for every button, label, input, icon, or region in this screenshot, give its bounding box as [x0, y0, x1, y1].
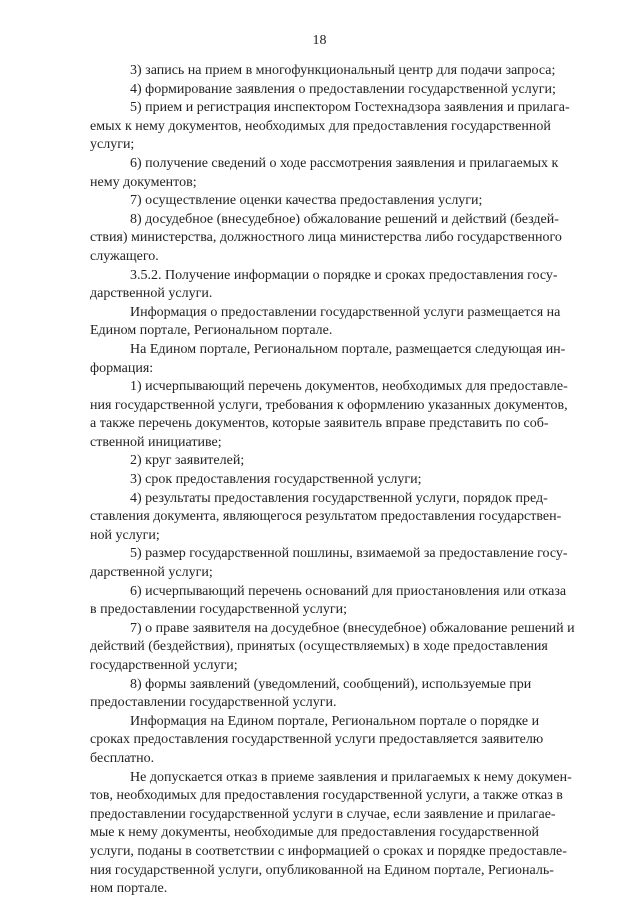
text-line: предоставлении государственной услуги в случае, если заявление и прилагае-: [90, 806, 556, 822]
text-line: 4) результаты предоставления государственной услуги, порядок пред-: [130, 490, 548, 506]
text-line: а также перечень документов, которые заявитель вправе представить по соб-: [90, 416, 549, 432]
text-line: 3) запись на прием в многофункциональный центр для подачи запроса;: [130, 63, 556, 78]
text-line: тов, необходимых для предоставления государственной услуги, а также отказ в: [90, 788, 563, 804]
text-line: 3) срок предоставления государственной услуги;: [130, 472, 422, 488]
text-line: формация:: [90, 360, 154, 376]
text-line: мые к нему документы, необходимые для предоставления государственной: [90, 825, 540, 841]
text-line: 2) круг заявителей;: [130, 453, 245, 469]
text-line: ния государственной услуги, требования к оформлению указанных документов,: [90, 397, 568, 413]
text-line: емых к нему документов, необходимых для предоставления государственной: [90, 118, 551, 134]
text-line: дарственной услуги;: [90, 565, 213, 581]
text-line: 8) досудебное (внесудебное) обжалование решений и действий (бездей-: [130, 211, 559, 227]
text-line: услуги, поданы в соответствии с информацией о сроках и порядке предоставле-: [90, 843, 567, 859]
text-line: услуги;: [90, 137, 135, 153]
text-line: Не допускается отказ в приеме заявления и прилагаемых к нему докумен-: [130, 769, 572, 785]
text-line: ной услуги;: [90, 527, 160, 543]
text-line: ния государственной услуги, опубликованной на Едином портале, Региональ-: [90, 862, 554, 878]
text-line: в предоставлении государственной услуги;: [90, 602, 348, 618]
page-number: 18: [312, 33, 327, 48]
text-line: государственной услуги;: [90, 658, 238, 673]
text-line: служащего.: [90, 248, 159, 264]
text-line: Едином портале, Региональном портале.: [90, 323, 333, 339]
text-line: 7) осуществление оценки качества предоставления услуги;: [130, 193, 483, 209]
text-line: На Едином портале, Региональном портале, размещается следующая ин-: [130, 341, 566, 357]
text-line: бесплатно.: [90, 750, 155, 766]
text-line: предоставлении государственной услуги.: [90, 695, 337, 711]
text-line: дарственной услуги.: [90, 286, 213, 302]
text-line: 1) исчерпывающий перечень документов, необходимых для предоставле-: [130, 379, 568, 395]
text-line: сроках предоставления государственной услуги предоставляется заявителю: [90, 732, 544, 748]
text-line: ственной инициативе;: [90, 434, 222, 450]
text-line: 6) исчерпывающий перечень оснований для приостановления или отказа: [130, 583, 567, 599]
text-line: ставления документа, являющегося результатом предоставления государствен-: [90, 509, 562, 525]
text-line: 5) размер государственной пошлины, взимаемой за предоставление госу-: [130, 546, 568, 562]
text-line: действий (бездействия), принятых (осуществляемых) в ходе предоставления: [90, 639, 548, 655]
text-line: нему документов;: [90, 174, 197, 190]
text-line: 5) прием и регистрация инспектором Гостехнадзора заявления и прилага-: [130, 100, 570, 116]
text-line: ствия) министерства, должностного лица министерства либо государственного: [90, 230, 562, 246]
text-line: 3.5.2. Получение информации о порядке и сроках предоставления госу-: [130, 267, 558, 283]
text-line: 8) формы заявлений (уведомлений, сообщений), используемые при: [130, 676, 532, 692]
text-line: Информация на Едином портале, Региональном портале о порядке и: [130, 713, 540, 729]
document-body: [90, 62, 610, 899]
text-line: 7) о праве заявителя на досудебное (внесудебное) обжалование решений и: [130, 620, 575, 636]
text-line: Информация о предоставлении государственной услуги размещается на: [130, 304, 561, 320]
text-line: 4) формирование заявления о предоставлении государственной услуги;: [130, 81, 556, 97]
text-line: ном портале.: [90, 881, 168, 897]
text-line: 6) получение сведений о ходе рассмотрения заявления и прилагаемых к: [130, 155, 559, 171]
